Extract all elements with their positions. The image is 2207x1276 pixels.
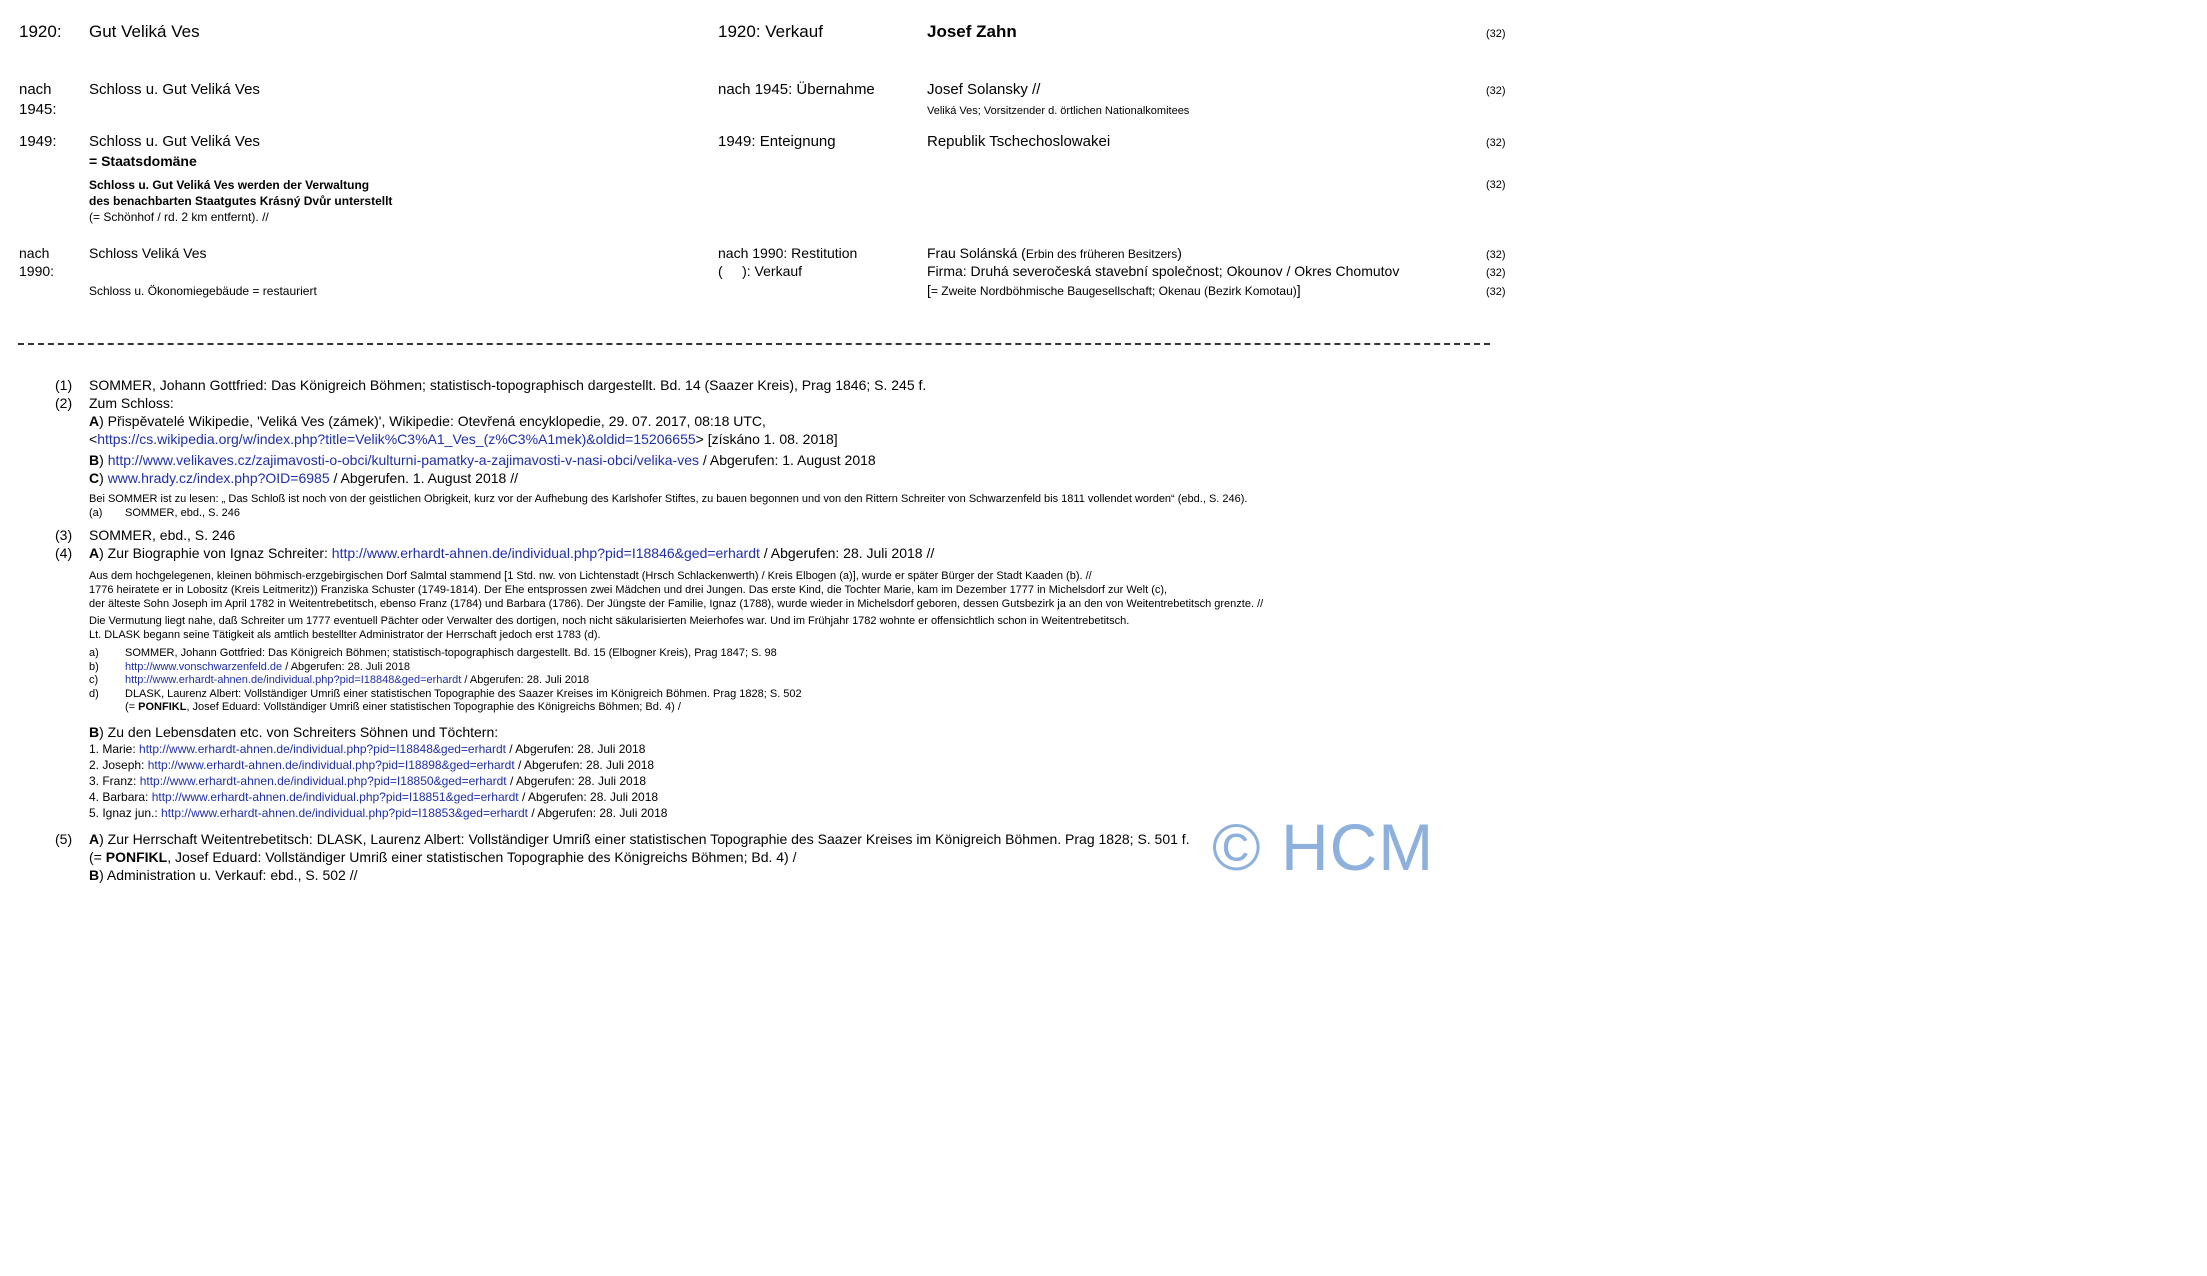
note-2-number: (2) xyxy=(55,395,73,411)
note-4-sub-d-line-2 xyxy=(125,701,681,714)
note-4-b-text: ) Zu den Lebensdaten etc. von Schreiters Söhnen und Töchtern: xyxy=(99,724,499,740)
row-1945-object: Schloss u. Gut Veliká Ves xyxy=(89,81,260,98)
row-1990-object: Schloss Veliká Ves xyxy=(89,245,207,261)
row-1990-person-company-translation xyxy=(927,282,1301,299)
note-3-text: SOMMER, ebd., S. 246 xyxy=(89,527,236,543)
schreiter-biography-link[interactable]: http://www.erhardt-ahnen.de/individual.php?pid=I18846&ged=erhardt xyxy=(331,545,760,561)
row-1920-object: Gut Veliká Ves xyxy=(89,22,200,41)
heir-close: ) xyxy=(1177,245,1182,261)
note-4-sub-b-retrieved: / Abgerufen: 28. Juli 2018 xyxy=(282,661,410,673)
note-4-paragraph-5: Lt. DLASK begann seine Tätigkeit als amtlich bestellter Administrator der Herrschaft jedoch erst 1783 (d). xyxy=(89,629,601,641)
row-1945-person-note: Veliká Ves; Vorsitzender d. örtlichen Nationalkomitees xyxy=(927,105,1190,117)
row-1920-year: 1920: xyxy=(19,22,62,41)
note-4-sub-a-letter: a) xyxy=(89,647,99,659)
note-5-b-line xyxy=(89,867,358,884)
child-list-item xyxy=(89,774,646,788)
child-list-item xyxy=(89,742,645,756)
child-link[interactable]: http://www.erhardt-ahnen.de/individual.php?pid=I18848&ged=erhardt xyxy=(139,742,506,756)
child-list-item xyxy=(89,758,654,772)
row-1945-year-a: nach xyxy=(19,81,52,98)
note-2-quote: Bei SOMMER ist zu lesen: „ Das Schloß ist noch von der geistlichen Obrigkeit, kurz vor der Aufhebung des Karlshofer Stiftes, zu bauen begonnen und von den Rittern Schreiter von Schwarzenfeld bis 1811 vollendet worden“ (ebd., S. 246). xyxy=(89,493,1248,505)
row-1990-person-company: Firma: Druhá severočeská stavební společnost; Okounov / Okres Chomutov xyxy=(927,263,1400,279)
row-1949-object: Schloss u. Gut Veliká Ves xyxy=(89,133,260,150)
child-link[interactable]: http://www.erhardt-ahnen.de/individual.php?pid=I18853&ged=erhardt xyxy=(161,806,528,820)
wikipedia-link[interactable]: https://cs.wikipedia.org/w/index.php?title=Velik%C3%A1_Ves_(z%C3%A1mek)&oldid=15206655 xyxy=(97,431,696,447)
row-1949-note-line-3: (= Schönhof / rd. 2 km entfernt). // xyxy=(89,210,269,224)
row-1920-person: Josef Zahn xyxy=(927,22,1017,41)
note-4-sub-d-rest: , Josef Eduard: Vollständiger Umriß einer statistischen Topographie des Königreichs Böhmen; Bd. 4) / xyxy=(186,701,681,713)
note-5-number: (5) xyxy=(55,831,73,847)
child-name: 1. Marie: xyxy=(89,742,140,756)
note-5-a-line xyxy=(89,831,1190,848)
child-link[interactable]: http://www.erhardt-ahnen.de/individual.php?pid=I18898&ged=erhardt xyxy=(147,758,515,772)
note-2-b-sep: ) xyxy=(99,452,108,468)
row-1990-event-sale: ( ): Verkauf xyxy=(718,263,803,279)
row-1949-event: 1949: Enteignung xyxy=(718,133,836,150)
section-separator xyxy=(18,343,1490,345)
child-link[interactable]: http://www.erhardt-ahnen.de/individual.php?pid=I18850&ged=erhardt xyxy=(139,774,507,788)
child-name: 5. Ignaz jun.: xyxy=(89,806,162,820)
row-1949-note-ref: (32) xyxy=(1486,179,1506,191)
child-retrieved: / Abgerufen: 28. Juli 2018 xyxy=(505,742,646,756)
note-2-c-letter: C xyxy=(89,470,100,486)
bracket-open: [ xyxy=(927,282,931,298)
note-4-sub-c-retrieved: / Abgerufen: 28. Juli 2018 xyxy=(461,674,590,686)
note-4-a-text: ) Zur Biographie von Ignaz Schreiter: xyxy=(99,545,332,561)
note-5-a2-author: PONFIKL xyxy=(105,849,168,865)
child-list-item xyxy=(89,806,667,820)
row-1990-ref-3: (32) xyxy=(1486,286,1506,298)
note-2-heading: Zum Schloss: xyxy=(89,395,174,411)
note-4-paragraph-4: Die Vermutung liegt nahe, daß Schreiter um 1777 eventuell Pächter oder Verwalter des dortigen, noch nicht säkularisierten Meierhofes war. Und im Frühjahr 1782 wohnte er offensichtlich schon in Weitentrebetitsch. xyxy=(89,615,1130,627)
child-retrieved: / Abgerufen: 28. Juli 2018 xyxy=(518,790,659,804)
child-retrieved: / Abgerufen: 28. Juli 2018 xyxy=(506,774,647,788)
note-5-a2-open: (= xyxy=(89,849,106,865)
note-3-number: (3) xyxy=(55,527,73,543)
row-1990-object-note: Schloss u. Ökonomiegebäude = restauriert xyxy=(89,284,317,298)
note-4-sub-d-author: PONFIKL xyxy=(138,701,187,713)
row-1945-person: Josef Solansky // xyxy=(927,81,1041,98)
note-2-sub-a-letter: (a) xyxy=(89,507,103,519)
note-2-c-line xyxy=(89,470,518,487)
note-4-sub-b-line xyxy=(125,661,410,674)
row-1990-year-a: nach xyxy=(19,245,50,261)
row-1990-event-restitution: nach 1990: Restitution xyxy=(718,245,858,261)
note-4-sub-a-text: SOMMER, Johann Gottfried: Das Königreich Böhmen; statistisch-topographisch dargestellt. Bd. 15 (Elbogner Kreis), Prag 1847; S. 98 xyxy=(125,647,777,659)
note-5-a-letter: A xyxy=(89,831,100,847)
erhardt-marie-link-small[interactable]: http://www.erhardt-ahnen.de/individual.php?pid=I18848&ged=erhardt xyxy=(125,674,462,686)
row-1949-ref: (32) xyxy=(1486,137,1506,149)
note-4-sub-c-letter: c) xyxy=(89,674,99,686)
velikaves-link[interactable]: http://www.velikaves.cz/zajimavosti-o-obci/kulturni-pamatky-a-zajimavosti-v-nasi-obci/velika-ves xyxy=(107,452,699,468)
company-translation: = Zweite Nordböhmische Baugesellschaft; Okenau (Bezirk Komotau) xyxy=(930,284,1297,298)
heir-note: Erbin des früheren Besitzers xyxy=(1025,247,1178,261)
note-2-a-text: ) Přispěvatelé Wikipedie, 'Veliká Ves (zámek)', Wikipedie: Otevřená encyklopedie, 29. 07. 2017, 08:18 UTC, xyxy=(99,413,766,429)
note-4-a-retrieved: / Abgerufen: 28. Juli 2018 // xyxy=(759,545,935,561)
row-1945-event: nach 1945: Übernahme xyxy=(718,81,875,98)
note-4-sub-d-letter: d) xyxy=(89,688,99,700)
row-1949-year: 1949: xyxy=(19,133,57,150)
child-retrieved: / Abgerufen: 28. Juli 2018 xyxy=(527,806,668,820)
row-1990-ref-1: (32) xyxy=(1486,249,1506,261)
note-1-number: (1) xyxy=(55,377,73,393)
note-1-text: SOMMER, Johann Gottfried: Das Königreich Böhmen; statistisch-topographisch dargestellt. Bd. 14 (Saazer Kreis), Prag 1846; S. 245 f. xyxy=(89,377,927,393)
note-5-a-text: ) Zur Herrschaft Weitentrebetitsch: DLASK, Laurenz Albert: Vollständiger Umriß einer statistischen Topographie des Saazer Kreises im Königreich Böhmen. Prag 1828; S. 501 f. xyxy=(99,831,1190,847)
child-name: 3. Franz: xyxy=(89,774,140,788)
note-4-a-line xyxy=(89,545,934,562)
note-4-number: (4) xyxy=(55,545,73,561)
note-2-a-retrieved: > [získáno 1. 08. 2018] xyxy=(695,431,838,447)
row-1949-person: Republik Tschechoslowakei xyxy=(927,133,1111,150)
row-1990-ref-2: (32) xyxy=(1486,267,1506,279)
note-2-a-letter: A xyxy=(89,413,100,429)
row-1990-year-b: 1990: xyxy=(19,263,55,279)
note-5-a2-rest: , Josef Eduard: Vollständiger Umriß einer statistischen Topographie des Königreichs Böhmen; Bd. 4) / xyxy=(167,849,797,865)
child-link[interactable]: http://www.erhardt-ahnen.de/individual.php?pid=I18851&ged=erhardt xyxy=(151,790,519,804)
row-1990-person-heir xyxy=(927,245,1182,262)
note-4-a-letter: A xyxy=(89,545,100,561)
note-4-sub-d-text: DLASK, Laurenz Albert: Vollständiger Umriß einer statistischen Topographie des Saazer Kreises im Königreich Böhmen. Prag 1828; S. 502 xyxy=(125,688,802,700)
note-5-b-text: ) Administration u. Verkauf: ebd., S. 502 // xyxy=(99,867,358,883)
note-4-sub-b-letter: b) xyxy=(89,661,99,673)
row-1920-event: 1920: Verkauf xyxy=(718,22,823,41)
child-list-item xyxy=(89,790,658,804)
note-2-a-open: < xyxy=(89,431,98,447)
note-2-sub-a-text: SOMMER, ebd., S. 246 xyxy=(125,507,240,519)
child-retrieved: / Abgerufen: 28. Juli 2018 xyxy=(514,758,655,772)
hrady-link[interactable]: www.hrady.cz/index.php?OID=6985 xyxy=(107,470,330,486)
row-1949-note-line-2: des benachbarten Staatgutes Krásný Dvůr unterstellt xyxy=(89,194,393,208)
note-2-b-line xyxy=(89,452,876,469)
vonschwarzenfeld-link[interactable]: http://www.vonschwarzenfeld.de xyxy=(125,661,283,673)
note-4-paragraph-3: der älteste Sohn Joseph im April 1782 in Weitentrebetitsch, ebenso Franz (1784) und Barbara (1786). Der Jüngste der Familie, Ignaz (1788), wurde wieder in Michelsdorf geboren, dessen Gutsbezirk ja an den von Weitentrebetitsch grenzte. // xyxy=(89,598,1264,610)
child-name: 4. Barbara: xyxy=(89,790,152,804)
note-4-paragraph-1: Aus dem hochgelegenen, kleinen böhmisch-erzgebirgischen Dorf Salmtal stammend [1 Std. nw. von Lichtenstadt (Hrsch Schlackenwerth) / Kreis Elbogen (a)], wurde er später Bürger der Stadt Kaaden (b). // xyxy=(89,570,1092,582)
note-5-b-letter: B xyxy=(89,867,100,883)
note-4-sub-c-line xyxy=(125,674,589,687)
row-1920-ref: (32) xyxy=(1486,28,1506,40)
note-5-a-line-2 xyxy=(89,849,796,866)
row-1949-note-line-1: Schloss u. Gut Veliká Ves werden der Verwaltung xyxy=(89,178,370,192)
heir-name: Frau Solánská ( xyxy=(927,245,1026,261)
note-4-b-letter: B xyxy=(89,724,100,740)
row-1945-ref: (32) xyxy=(1486,85,1506,97)
row-1949-object-status: = Staatsdomäne xyxy=(89,153,197,169)
note-4-sub-d-open: (= xyxy=(125,701,139,713)
copyright-watermark: © HCM xyxy=(1212,810,1435,884)
note-2-a-line-1 xyxy=(89,413,766,430)
note-2-b-retrieved: / Abgerufen: 1. August 2018 xyxy=(698,452,876,468)
note-4-b-line xyxy=(89,724,498,741)
note-2-c-sep: ) xyxy=(99,470,108,486)
note-2-c-retrieved: / Abgerufen. 1. August 2018 // xyxy=(329,470,518,486)
child-name: 2. Joseph: xyxy=(89,758,148,772)
row-1945-year-b: 1945: xyxy=(19,101,57,118)
note-2-b-letter: B xyxy=(89,452,100,468)
note-2-a-line-2 xyxy=(89,431,838,448)
bracket-close: ] xyxy=(1296,282,1301,298)
note-4-paragraph-2: 1776 heiratete er in Lobositz (Kreis Leitmeritz)) Franziska Schuster (1749-1814). Der Ehe entsprossen zwei Mädchen und drei Jungen. Das erste Kind, die Tochter Marie, kam im Dezember 1777 in Michelsdorf zur Welt (c), xyxy=(89,584,1168,596)
